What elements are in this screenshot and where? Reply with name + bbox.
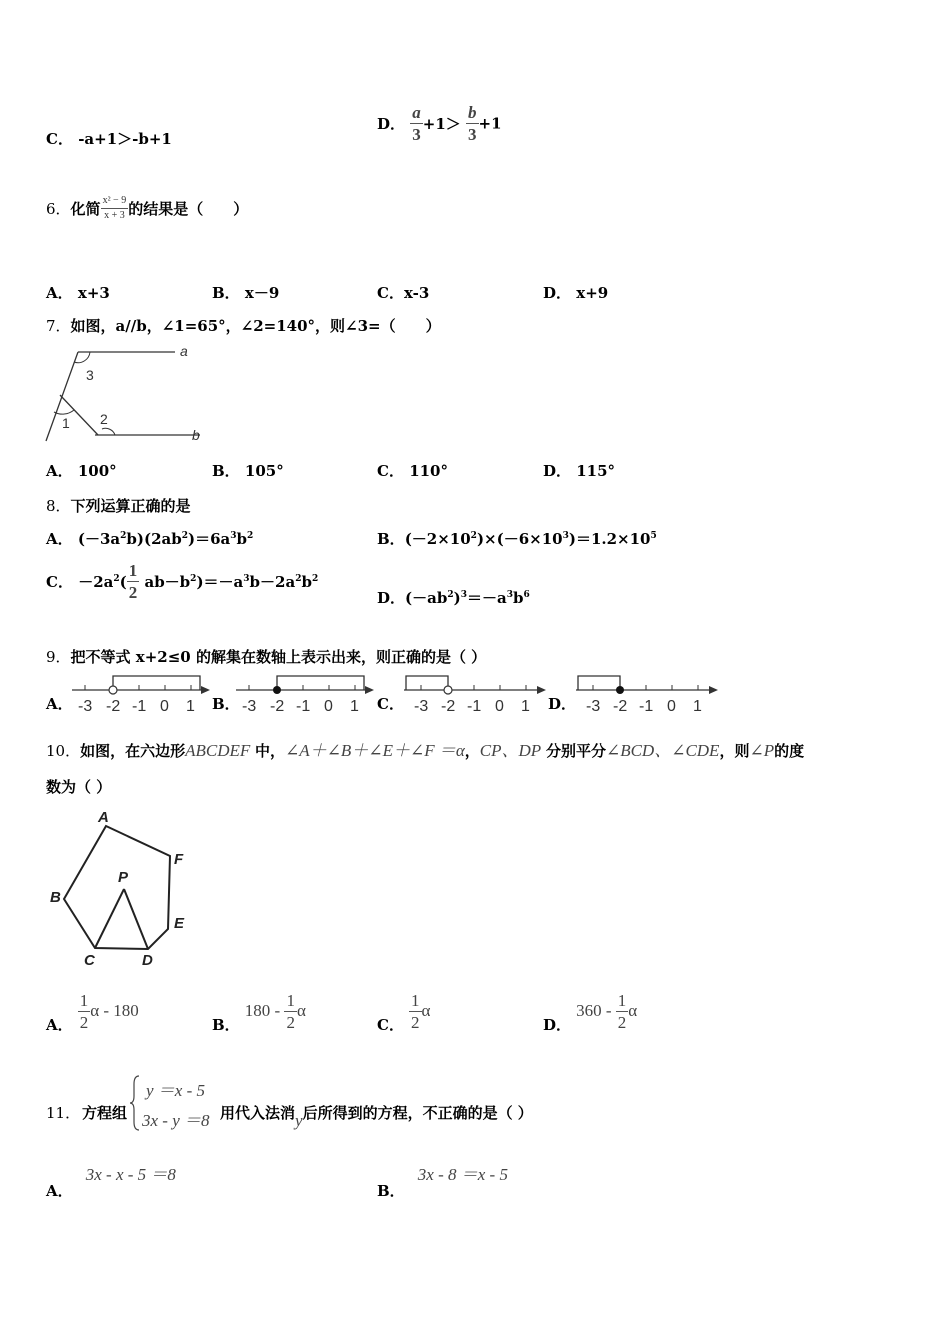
q11-number: 11． bbox=[46, 1104, 81, 1122]
svg-text:D: D bbox=[142, 952, 153, 969]
label-b: b bbox=[192, 427, 200, 443]
q11-tail: 用代入法消y后所得到的方程，不正确的是（ ） bbox=[220, 1104, 533, 1130]
q8-stem: 8．下列运算正确的是 bbox=[46, 497, 191, 515]
q8-option-a[interactable]: A． $(-3a^2b)(2ab^2)=6a^3b^2$ bbox=[46, 530, 254, 548]
q7-option-a[interactable]: A． 100° bbox=[46, 462, 117, 480]
q6-option-b[interactable]: B． x－9 bbox=[212, 284, 280, 302]
q11-equation-2: 3x - y ＝8 bbox=[142, 1111, 210, 1130]
q11-equation-1: y ＝x - 5 bbox=[146, 1081, 206, 1100]
q7-parallel-lines-figure bbox=[40, 340, 220, 445]
tick-label: -2 bbox=[106, 698, 121, 714]
q11-option-b[interactable]: B． 3x - 8 ＝x - 5 bbox=[377, 1165, 508, 1200]
svg-text:B: B bbox=[50, 889, 61, 906]
tick-label: -2 bbox=[613, 698, 628, 714]
label-1: 1 bbox=[62, 415, 70, 431]
tick-label: -1 bbox=[296, 698, 311, 714]
tick-label: 0 bbox=[667, 698, 676, 714]
tick-label: 1 bbox=[186, 698, 195, 714]
q6-stem: 6．化简 $\frac{\text{x² − 9}}{x + 3}$ 的结果是（ ） bbox=[46, 195, 249, 221]
tick-label: -1 bbox=[467, 698, 482, 714]
option-label: C． bbox=[46, 130, 73, 148]
tick-label: -1 bbox=[132, 698, 147, 714]
q9-number-line-a[interactable] bbox=[70, 670, 212, 714]
q9-stem: 9．把不等式 x+2≤0 的解集在数轴上表示出来，则正确的是（ ） bbox=[46, 648, 487, 666]
q10-option-d[interactable]: D． 360 - $\frac{1}{2}$ α bbox=[543, 991, 638, 1034]
filled-dot bbox=[616, 686, 624, 694]
label-a: a bbox=[180, 343, 188, 359]
q7-option-d[interactable]: D． 115° bbox=[543, 462, 616, 480]
fraction-b-over-3: $\frac{b}{3}$ bbox=[468, 103, 477, 144]
filled-dot bbox=[273, 686, 281, 694]
q6-option-c[interactable]: C．x-3 bbox=[377, 284, 430, 302]
fraction-a-over-3: $\frac{a}{3}$ bbox=[412, 103, 421, 144]
q6-option-d[interactable]: D． x+9 bbox=[543, 284, 609, 302]
q10-stem-line1: 10．如图，在六边形ABCDEF 中，∠A＋∠B＋∠E＋∠F ＝α，CP、DP 分别平分∠BCD、∠CDE，则∠P的度 bbox=[46, 741, 805, 760]
q7-option-b[interactable]: B． 105° bbox=[212, 462, 284, 480]
segment-cp bbox=[95, 889, 124, 948]
system-brace bbox=[130, 1074, 140, 1132]
hexagon-abcdef bbox=[64, 826, 170, 949]
q9-number-line-b[interactable] bbox=[234, 670, 376, 714]
q6-option-a[interactable]: A． x+3 bbox=[46, 284, 110, 302]
tick-label: 1 bbox=[693, 698, 702, 714]
q10-stem-line2: 数为（ ） bbox=[46, 778, 112, 796]
q9-option-b-label[interactable]: B． bbox=[212, 695, 240, 713]
tick-label: -2 bbox=[441, 698, 456, 714]
tick-label: -3 bbox=[586, 698, 601, 714]
svg-text:E: E bbox=[174, 915, 185, 932]
svg-text:P: P bbox=[118, 869, 129, 886]
label-2: 2 bbox=[100, 411, 108, 427]
segment-dp bbox=[124, 889, 148, 949]
tick-label: 0 bbox=[495, 698, 504, 714]
q8-option-c[interactable]: C． $-2a^2$( $\frac{1}{2}$ $ab-b^2)=-a^3b-2a^2b^2$ bbox=[46, 561, 319, 602]
q11-lead: 方程组 bbox=[82, 1104, 128, 1122]
fraction-one-half: $\frac{1}{2}$ bbox=[128, 561, 138, 602]
option-text: -a+1＞-b+1 bbox=[78, 130, 172, 148]
q9-number-line-c[interactable] bbox=[402, 670, 550, 714]
q10-option-b[interactable]: B． 180 - $\frac{1}{2}$ α bbox=[212, 991, 306, 1034]
svg-text:C: C bbox=[84, 952, 95, 969]
q9-option-a-label[interactable]: A． bbox=[46, 695, 73, 713]
q10-option-c[interactable]: C． $\frac{1}{2}$ α bbox=[377, 991, 431, 1034]
q8-option-d[interactable]: D．$(-ab^2)^3=-a^3b^6$ bbox=[377, 589, 530, 607]
q5-option-c[interactable] bbox=[46, 128, 172, 149]
q8-option-b[interactable]: B．$(-2\times 10^2)\times(-6\times 10^3)=1.2\times 10^5$ bbox=[377, 530, 657, 548]
fraction-x2-9-over-x-3: $\frac{\text{x² − 9}}{x + 3}$ bbox=[102, 195, 127, 221]
open-dot bbox=[444, 686, 452, 694]
svg-text:F: F bbox=[174, 851, 184, 868]
open-dot bbox=[109, 686, 117, 694]
q5-option-d[interactable]: D． $\frac{a}{3}$ +1＞ $\frac{b}{3}$ +1 bbox=[377, 103, 502, 144]
tick-label: -2 bbox=[270, 698, 285, 714]
tick-label: 1 bbox=[350, 698, 359, 714]
svg-text:A: A bbox=[98, 809, 109, 826]
tick-label: -3 bbox=[78, 698, 93, 714]
q9-option-c-label[interactable]: C． bbox=[377, 695, 404, 713]
q10-hexagon-figure bbox=[40, 802, 215, 972]
angle2-arc bbox=[102, 428, 115, 435]
tick-label: 0 bbox=[324, 698, 333, 714]
tick-label: 0 bbox=[160, 698, 169, 714]
q9-option-d-label[interactable]: D． bbox=[548, 695, 577, 713]
q11-option-a[interactable]: A． 3x - x - 5 ＝8 bbox=[46, 1165, 176, 1200]
label-3: 3 bbox=[86, 367, 94, 383]
tick-label: -3 bbox=[242, 698, 257, 714]
q9-number-line-d[interactable] bbox=[574, 670, 722, 714]
q7-stem: 7．如图，a//b，∠1=65°，∠2=140°，则∠3=（ ） bbox=[46, 317, 441, 335]
tick-label: 1 bbox=[521, 698, 530, 714]
q7-option-c[interactable]: C． 110° bbox=[377, 462, 448, 480]
tick-label: -3 bbox=[414, 698, 429, 714]
tick-label: -1 bbox=[639, 698, 654, 714]
q10-option-a[interactable]: A． $\frac{1}{2}$ α - 180 bbox=[46, 991, 139, 1034]
option-label: D． bbox=[377, 115, 406, 133]
